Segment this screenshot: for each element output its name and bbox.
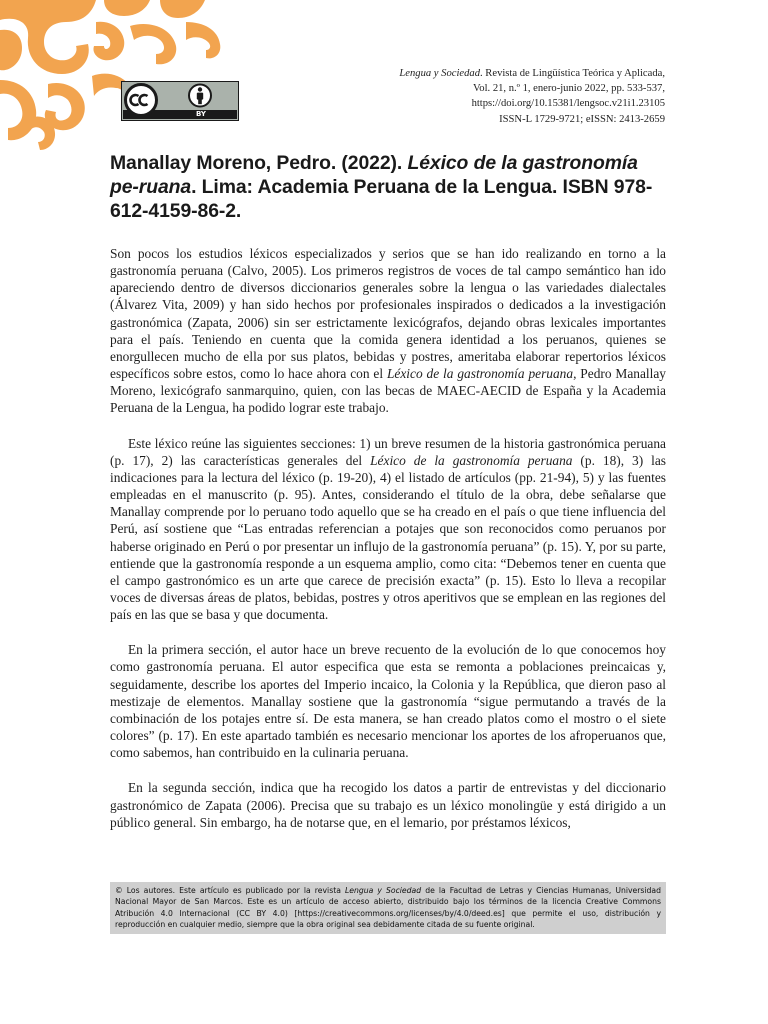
cc-by-icon (121, 81, 239, 121)
cc-by-label: BY (195, 110, 207, 118)
article-body (110, 245, 666, 849)
title-book: Léxico de la gastronomía pe-ruana (110, 152, 638, 198)
paragraph-3: En la primera sección, el autor hace un breve recuento de la evolución de lo que conocemos hoy como gastronomía peruana. El autor especifica que esta se remonta a poblaciones preincaicas y, seguidamente, describe los aportes del Imperio incaico, la Colonia y la República, que dieron paso al mestizaje de elementos. Manallay sostiene que la gastronomía “sigue permutando a través de la combinación de los potajes entre sí. De esta manera, se han creado platos como el mostro o el siete colores” (p. 17). En este apartado también es necesario mencionar los aportes de los afroperuanos que, como sabemos, han contribuido en la culinaria peruana. (110, 642, 666, 761)
paragraph-1-text-c: , Pedro Manallay Moreno, lexicógrafo sanmarquino, quien, con las becas de MAEC-AECID de España y la Academia Peruana de la Lengua, ha podido lograr este trabajo. (110, 366, 666, 416)
paragraph-1-book-title: Léxico de la gastronomía peruana (386, 366, 574, 382)
journal-doi-link[interactable]: https://doi.org/10.15381/lengsoc.v21i1.23105 (471, 98, 665, 110)
paragraph-1 (110, 245, 666, 417)
paragraph-2-book-title: Léxico de la gastronomía peruana (370, 452, 573, 468)
paragraph-2-text-a: Este léxico reúne las siguientes secciones: 1) un breve resumen de la historia gastronómica peruana (p. 17), 2) las características generales del (110, 435, 666, 468)
paragraph-2 (110, 435, 666, 624)
journal-subtitle: . Revista de Lingüística Teórica y Aplicada, (480, 68, 665, 79)
journal-volume: Vol. 21, n.º 1, enero-junio 2022, pp. 533-537, (473, 83, 665, 95)
title-publisher: . Lima: Academia Peruana de la Lengua. ISBN 978-612-4159-86-2. (110, 176, 653, 222)
license-journal-name: Lengua y Sociedad (344, 886, 422, 895)
paragraph-4: En la segunda sección, indica que ha recogido los datos a partir de entrevistas y del diccionario gastronómico de Zapata (2006). Precisa que su trabajo es un léxico monolingüe y está dirigido a un público general. Sin embargo, ha de notarse que, en el lemario, por préstamos léxicos, (110, 780, 666, 830)
journal-issn: ISSN-L 1729-9721; eISSN: 2413-2659 (499, 113, 665, 125)
cc-by-license-badge[interactable] (121, 81, 239, 121)
decorative-corner-pattern (0, 0, 240, 150)
license-text-b: de la Facultad de Letras y Ciencias Humanas, Universidad Nacional Mayor de San Marcos. Este es un artículo de acceso abierto, distribuido bajo los términos de la licencia Creative Commons Atribución 4.0 Internacional (CC BY 4.0) [https://creativecommons.org/licenses/by/4.0/deed.es] que permite el uso, distribución y reproducción en cualquier medio, siempre que la obra original sea debidamente citada de su fuente original. (115, 886, 661, 929)
paragraph-2-text-c: (p. 18), 3) las indicaciones para la lectura del léxico (p. 19-20), 4) el listado de artículos (pp. 21-94), 5) y las fuentes empleadas en el manuscrito (p. 95). Antes, considerando el título de la obra, debe señalarse que Manallay comprende por lo peruano todo aquello que se ha creado en el país o que tiene influencia del Perú, así sostiene que “Las entradas referencian a potajes que son reconocidos como peruanos por haberse originado en Perú o por presentar un influjo de la gastronomía peruana” (p. 15). Y, por su parte, entiende que la gastronomía responde a un esquema amplio, como cita: “Debemos tener en cuenta que el campo gastronómico es un arte que carece de precisión exacta” (p. 15). Esto lo lleva a recopilar voces de diversas áreas de platos, bebidas, postres y otros aperitivos que se emplean en las regiones del país en las que se basa y que documenta. (110, 452, 666, 623)
license-text-a: © Los autores. Este artículo es publicado por la revista (115, 886, 345, 895)
title-author: Manallay Moreno, Pedro. (2022). (110, 152, 408, 174)
journal-name: Lengua y Sociedad (399, 68, 480, 79)
journal-header (325, 66, 665, 127)
license-footer (110, 882, 666, 934)
article-title (110, 151, 666, 223)
paragraph-1-text-a: Son pocos los estudios léxicos especializados y serios que se han ido realizando en torno a la gastronomía peruana (Calvo, 2005). Los primeros registros de voces de tal campo semántico han ido apareciendo dentro de diversos diccionarios generales sobre la lengua o las variedades dialectales (Álvarez Vita, 2009) y han sido hechos por profesionales inspirados o dedicados a la investigación gastronómica (Zapata, 2006) sin ser estrictamente lexicógrafos, dejando obras lexicales importantes para el país. Teniendo en cuenta que la comida genera identidad a los peruanos, quienes se enorgullecen mucho de ella por sus platos, bebidas y postres, ameritaba elaborar repertorios léxicos específicos sobre estos, como lo hace ahora con el (110, 246, 666, 382)
journal-line-1 (325, 66, 665, 81)
